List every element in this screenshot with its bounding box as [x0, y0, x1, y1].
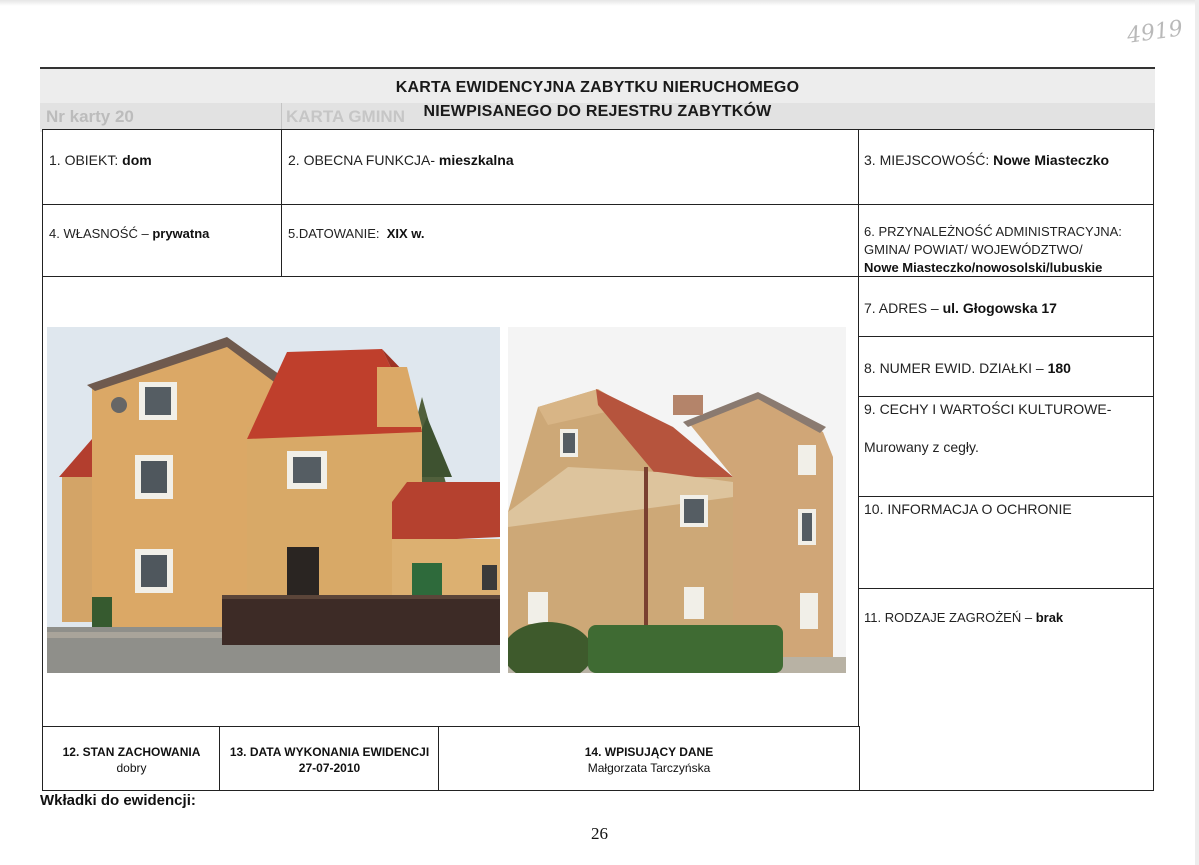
card-title-line1: KARTA EWIDENCYJNA ZABYTKU NIERUCHOMEGO [395, 79, 800, 96]
footer-data-label: 13. DATA WYKONANIA EWIDENCJI [229, 745, 430, 759]
page-number: 26 [591, 824, 608, 843]
field-obiekt [42, 129, 283, 206]
field-adres-label: 7. ADRES – [864, 300, 939, 316]
footer-wpisujacy-text [438, 744, 860, 776]
field-funkcja [281, 129, 860, 206]
field-ochrona [858, 496, 1154, 590]
field-dzialka-label: 8. NUMER EWID. DZIAŁKI – [864, 360, 1044, 376]
field-adres [858, 276, 1154, 338]
scan-edge-right [1195, 0, 1199, 865]
field-wlasnosc [42, 204, 283, 278]
footer-wpisujacy-value: Małgorzata Tarczyńska [587, 761, 711, 775]
footer-stan-text [42, 744, 221, 776]
photo-building-side [508, 327, 846, 673]
field-przynaleznosc-label1: 6. PRZYNALEŻNOŚĆ ADMINISTRACYJNA: [864, 224, 1122, 239]
field-dzialka [858, 336, 1154, 398]
field-datowanie-value: XIX w. [386, 226, 425, 241]
field-ochrona-label: 10. INFORMACJA O OCHRONIE [864, 501, 1072, 517]
field-zagrozenia-value: brak [1035, 610, 1064, 625]
inserts-label: Wkładki do ewidencji: [40, 792, 196, 809]
field-przynaleznosc-label2: GMINA/ POWIAT/ WOJEWÓDZTWO/ [864, 242, 1083, 257]
field-wlasnosc-label: 4. WŁASNOŚĆ – [49, 226, 149, 241]
footer-stan-label: 12. STAN ZACHOWANIA [62, 745, 201, 759]
field-wlasnosc-value: prywatna [152, 226, 210, 241]
ghost-text-left: Nr karty 20 [46, 107, 134, 126]
field-funkcja-label: 2. OBECNA FUNKCJA- [288, 152, 436, 168]
card-title-line2: NIEWPISANEGO DO REJESTRU ZABYTKÓW [423, 103, 772, 120]
footer-data-text [219, 744, 440, 776]
field-obiekt-value: dom [122, 152, 152, 168]
field-funkcja-value: mieszkalna [438, 152, 514, 168]
field-przynaleznosc [858, 204, 1154, 278]
field-cechy-label: 9. CECHY I WARTOŚCI KULTUROWE- [864, 401, 1112, 417]
field-dzialka-value: 180 [1047, 360, 1071, 376]
footer-data-value: 27-07-2010 [298, 761, 361, 775]
field-datowanie [281, 204, 860, 278]
field-datowanie-label: 5.DATOWANIE: [288, 226, 380, 241]
field-adres-value: ul. Głogowska 17 [942, 300, 1057, 316]
field-obiekt-label: 1. OBIEKT: [49, 152, 119, 168]
footer-stan-value: dobry [116, 761, 147, 775]
field-zagrozenia [858, 588, 1154, 791]
scan-edge-top [0, 0, 1199, 6]
field-cechy [858, 396, 1154, 498]
handwritten-number: 4919 [1125, 16, 1185, 49]
field-miejscowosc-value: Nowe Miasteczko [993, 152, 1110, 168]
field-miejscowosc [858, 129, 1154, 206]
field-przynaleznosc-value: Nowe Miasteczko/nowosolski/lubuskie [864, 260, 1103, 275]
field-zagrozenia-label: 11. RODZAJE ZAGROŻEŃ – [864, 610, 1033, 625]
ghost-text-right: KARTA GMINN [286, 107, 405, 126]
field-cechy-value: Murowany z cegły. [864, 439, 979, 455]
photo-building-front [47, 327, 500, 673]
footer-wpisujacy-label: 14. WPISUJĄCY DANE [584, 745, 714, 759]
field-miejscowosc-label: 3. MIEJSCOWOŚĆ: [864, 152, 990, 168]
